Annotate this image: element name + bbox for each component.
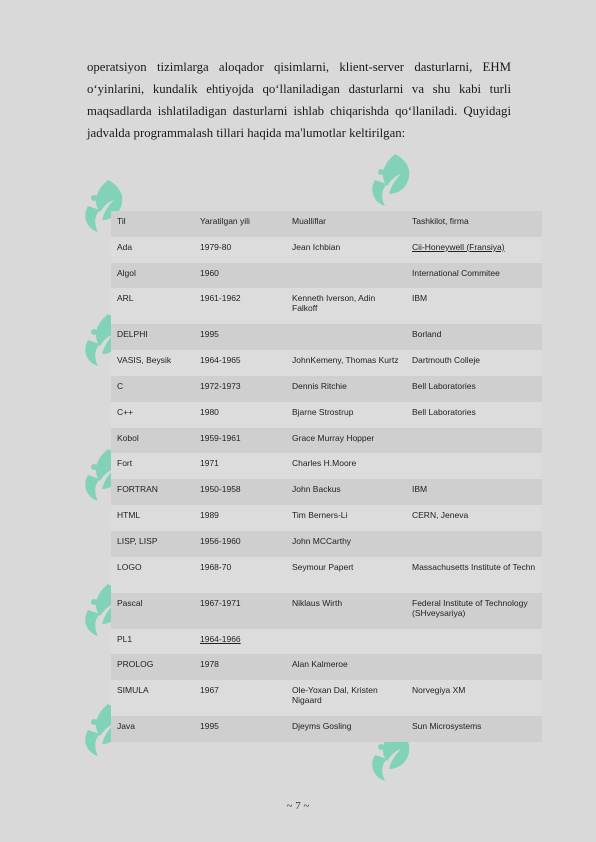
table-cell: 1971 [194, 453, 286, 479]
table-cell: Tim Berners-Li [286, 505, 406, 531]
paragraph-line: maqsadlarda ishlatiladigan dasturlarni ishlab chiqarishda qo‘llaniladi. Quyidagi [87, 104, 511, 118]
table-cell: Kobol [111, 428, 194, 454]
table-cell [286, 629, 406, 655]
table-header-cell: Mualliflar [286, 211, 406, 237]
table-cell: 1978 [194, 654, 286, 680]
table-row [111, 350, 542, 376]
table-row [111, 716, 542, 742]
table-cell: PROLOG [111, 654, 194, 680]
table-cell: Grace Murray Hopper [286, 428, 406, 454]
table-cell: VASIS, Beysik [111, 350, 194, 376]
table-cell: LISP, LISP [111, 531, 194, 557]
table-cell: 1964-1965 [194, 350, 286, 376]
table-cell [406, 428, 542, 454]
table-cell: C++ [111, 402, 194, 428]
body-paragraph [87, 56, 511, 144]
table-cell: SIMULA [111, 680, 194, 716]
table-cell: Algol [111, 263, 194, 289]
table-cell: JohnKemeny, Thomas Kurtz [286, 350, 406, 376]
table-cell: Bjarne Strostrup [286, 402, 406, 428]
table-row [111, 237, 542, 263]
table-cell: 1967 [194, 680, 286, 716]
table-cell: Cii-Honeywell (Fransiya) [406, 237, 542, 263]
table-cell: 1995 [194, 324, 286, 350]
table-cell: Seymour Papert [286, 557, 406, 593]
table-cell: Fort [111, 453, 194, 479]
table-cell: IBM [406, 288, 542, 324]
table-cell: Federal Institute of Technology (SHveysariya) [406, 593, 542, 629]
table-cell [286, 263, 406, 289]
table-row [111, 531, 542, 557]
table-cell: International Commitee [406, 263, 542, 289]
table-cell: 1972-1973 [194, 376, 286, 402]
table-cell: Niklaus Wirth [286, 593, 406, 629]
paragraph-line: operatsiyon tizimlarga aloqador qisimlarni, klient-server dasturlarni, EHM [87, 60, 511, 74]
table-cell: 1968-70 [194, 557, 286, 593]
table-cell: Dartmouth Colleje [406, 350, 542, 376]
table-cell: Jean Ichbian [286, 237, 406, 263]
table-cell: 1967-1971 [194, 593, 286, 629]
table-cell: Ole-Yoxan Dal, Kristen Nigaard [286, 680, 406, 716]
table-row [111, 402, 542, 428]
table-cell: DELPHI [111, 324, 194, 350]
table-cell: 1979-80 [194, 237, 286, 263]
table-cell: 1980 [194, 402, 286, 428]
table-cell: 1961-1962 [194, 288, 286, 324]
table-row [111, 680, 542, 716]
table-row [111, 557, 542, 593]
table-cell [406, 531, 542, 557]
table-cell: LOGO [111, 557, 194, 593]
table-cell: PL1 [111, 629, 194, 655]
table-row [111, 376, 542, 402]
table-cell: HTML [111, 505, 194, 531]
table-cell: 1989 [194, 505, 286, 531]
table-cell: ARL [111, 288, 194, 324]
table-cell: CERN, Jeneva [406, 505, 542, 531]
table-cell: Ada [111, 237, 194, 263]
table-header-cell: Yaratilgan yili [194, 211, 286, 237]
table-row [111, 288, 542, 324]
table-row [111, 453, 542, 479]
table-row [111, 324, 542, 350]
leaf-logo-icon [365, 150, 425, 210]
table-cell: IBM [406, 479, 542, 505]
table-row [111, 428, 542, 454]
table-header-cell: Tashkilot, firma [406, 211, 542, 237]
table-cell: Bell Laboratories [406, 402, 542, 428]
table-row [111, 654, 542, 680]
table-cell: Borland [406, 324, 542, 350]
table-cell: John Backus [286, 479, 406, 505]
paragraph-line: jadvalda programmalash tillari haqida ma'lumotlar keltirilgan: [87, 126, 406, 140]
table-cell [286, 324, 406, 350]
table-cell: 1950-1958 [194, 479, 286, 505]
table-cell: Java [111, 716, 194, 742]
table-row [111, 263, 542, 289]
table-row [111, 479, 542, 505]
table-cell [406, 654, 542, 680]
table-cell: Bell Laboratories [406, 376, 542, 402]
table-cell: Kenneth Iverson, Adin Falkoff [286, 288, 406, 324]
page-number: ~ 7 ~ [286, 800, 310, 812]
table-cell: 1956-1960 [194, 531, 286, 557]
table-cell: 1959-1961 [194, 428, 286, 454]
table-cell: FORTRAN [111, 479, 194, 505]
languages-table [111, 211, 542, 742]
table-row [111, 505, 542, 531]
table-cell: Charles H.Moore [286, 453, 406, 479]
table-cell: Djeyms Gosling [286, 716, 406, 742]
table-cell [406, 629, 542, 655]
table-cell: Pascal [111, 593, 194, 629]
table-row [111, 593, 542, 629]
table-cell: C [111, 376, 194, 402]
table-cell: Dennis Ritchie [286, 376, 406, 402]
table-cell [406, 453, 542, 479]
table-header-cell: Til [111, 211, 194, 237]
table-cell: Norvegiya XM [406, 680, 542, 716]
table-cell: Massachusetts Institute of Techn [406, 557, 542, 593]
table-header-row [111, 211, 542, 237]
table-cell: 1960 [194, 263, 286, 289]
table-cell: Sun Microsystems [406, 716, 542, 742]
paragraph-line: o‘yinlarini, kundalik ehtiyojda qo‘llaniladigan dasturlarni va shu kabi turli [87, 82, 511, 96]
table-row [111, 629, 542, 655]
table-cell: 1995 [194, 716, 286, 742]
table-cell: John MCCarthy [286, 531, 406, 557]
table-cell: Alan Kalmeroe [286, 654, 406, 680]
table-cell: 1964-1966 [194, 629, 286, 655]
